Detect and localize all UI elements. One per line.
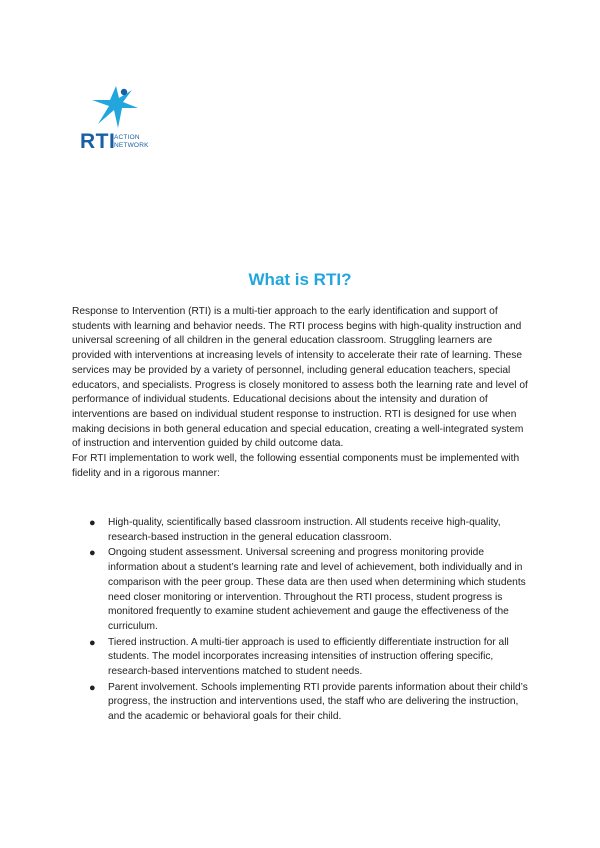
bullet-icon: ● — [89, 547, 96, 560]
rti-star-figure-icon — [88, 84, 140, 134]
logo-wordmark: RTI — [80, 130, 116, 153]
list-item-text: High-quality, scientifically based classroom instruction. All students receive high-quality, research-based instruction in the general education classroom. — [108, 517, 501, 543]
intro-text — [72, 305, 530, 481]
bullet-icon: ● — [89, 681, 96, 694]
page-title: What is RTI? — [248, 270, 352, 289]
bullet-icon: ● — [89, 636, 96, 649]
logo-subtitle-line1: ACTION — [114, 134, 140, 141]
components-lead-paragraph: For RTI implementation to work well, the following essential components must be implemented with fidelity and in a rigorous manner: — [72, 453, 520, 479]
logo-subtitle — [114, 134, 149, 149]
list-item-text: Tiered instruction. A multi-tier approach is used to efficiently differentiate instruction for all students. The model incorporates increasing intensities of instruction offering specific, research-based interventions matched to student needs. — [108, 636, 509, 678]
intro-paragraph: Response to Intervention (RTI) is a multi-tier approach to the early identification and support of students with learning and behavior needs. The RTI process begins with high-quality instruction and universal screening of all children in the general education classroom. Struggling learners are provided with interventions at increasing levels of intensity to accelerate their rate of learning. These services may be provided by a variety of personnel, including general education teachers, special educators, and specialists. Progress is closely monitored to assess both the learning rate and level of performance of individual students. Educational decisions about the intensity and duration of interventions are based on individual student response to instruction. RTI is designed for use when making decisions in both general education and special education, creating a well-integrated system of instruction and intervention guided by child outcome data. — [72, 306, 528, 450]
list-item — [72, 636, 532, 680]
rti-action-network-logo — [80, 84, 160, 158]
list-item — [72, 681, 532, 725]
logo-subtitle-line2: NETWORK — [114, 141, 149, 149]
list-item — [72, 546, 532, 634]
components-list — [72, 516, 532, 726]
list-item-text: Ongoing student assessment. Universal screening and progress monitoring provide information about a student’s learning rate and level of achievement, both individually and in comparison with the peer group. These data are then used when determining which students need closer monitoring or intervention. Throughout the RTI process, student progress is monitored frequently to examine student achievement and gauge the effectiveness of the curriculum. — [108, 547, 526, 632]
list-item — [72, 516, 532, 545]
bullet-icon: ● — [89, 517, 96, 529]
list-item-text: Parent involvement. Schools implementing RTI provide parents information about their child’s progress, the instruction and interventions used, the staff who are delivering the instruction, and the academic or behavioral goals for their child. — [108, 681, 528, 723]
